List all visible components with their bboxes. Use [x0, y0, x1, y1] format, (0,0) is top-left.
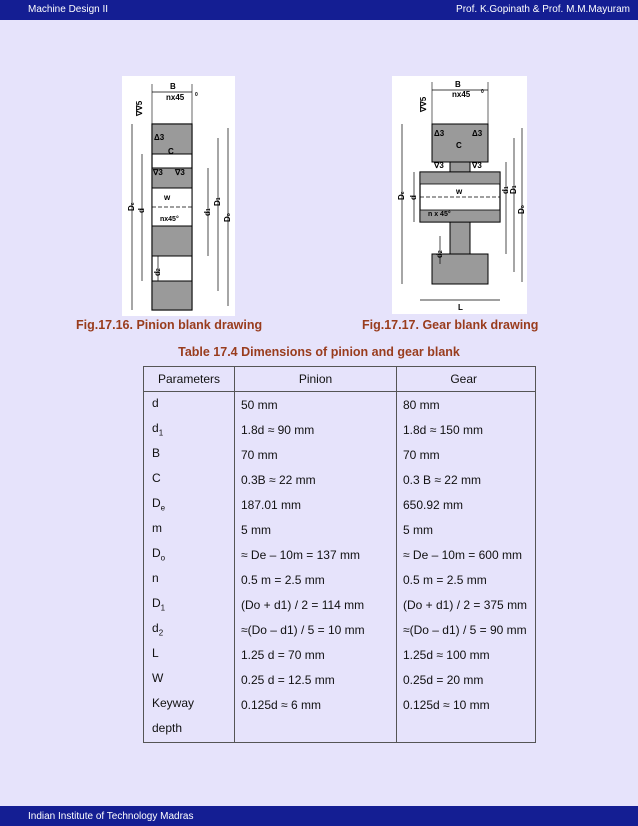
cell-parameter: [144, 492, 235, 517]
pinion-label-nx45b: nx45°: [160, 216, 179, 223]
pinion-label-d: d: [137, 208, 146, 213]
table-row: [144, 542, 536, 567]
parameter-subscript: e: [160, 503, 166, 513]
cell-gear: 0.25d = 20 mm: [397, 667, 536, 692]
cell-pinion: 0.125d ≈ 6 mm: [235, 692, 397, 717]
parameter-symbol: D: [152, 596, 161, 611]
parameter-symbol: L: [152, 646, 159, 661]
gear-blank-drawing: [392, 76, 527, 314]
gear-label-do: Do: [517, 205, 526, 214]
parameter-symbol: W: [152, 671, 164, 686]
cell-parameter: [144, 467, 235, 492]
cell-pinion: 5 mm: [235, 517, 397, 542]
gear-label-w: w: [456, 187, 463, 196]
pinion-label-deg: 0: [195, 92, 198, 98]
gear-label-finish: ∇∇5: [419, 96, 428, 112]
parameter-subscript: 2: [158, 628, 164, 638]
pinion-label-b: B: [170, 82, 176, 91]
parameter-symbol: n: [152, 571, 159, 586]
cell-pinion: 1.8d ≈ 90 mm: [235, 417, 397, 442]
gear-label-de: De: [397, 191, 406, 200]
gear-label-c: C: [456, 141, 462, 150]
page-footer: [0, 806, 638, 826]
gear-label-d3a: Δ3: [434, 129, 445, 138]
header-authors: Prof. K.Gopinath & Prof. M.M.Mayuram: [456, 4, 630, 15]
cell-pinion: [235, 717, 397, 743]
pinion-label-finish: ∇∇5: [135, 100, 144, 116]
parameter-symbol: depth: [152, 721, 183, 736]
cell-gear: 650.92 mm: [397, 492, 536, 517]
parameter-subscript: 1: [160, 603, 166, 613]
cell-gear: 5 mm: [397, 517, 536, 542]
cell-gear: (Do + d1) / 2 = 375 mm: [397, 592, 536, 617]
cell-parameter: [144, 517, 235, 542]
parameter-symbol: B: [152, 446, 161, 461]
cell-pinion: 50 mm: [235, 392, 397, 418]
cell-gear: ≈ De – 10m = 600 mm: [397, 542, 536, 567]
table-row: [144, 617, 536, 642]
table-header-row: [144, 367, 536, 392]
gear-label-d: d: [409, 195, 418, 200]
pinion-label-nx45: nx45: [166, 93, 185, 102]
table-row: [144, 692, 536, 717]
table-row: [144, 667, 536, 692]
pinion-label-w: w: [164, 193, 171, 202]
column-header-pinion: Pinion: [235, 367, 397, 392]
cell-pinion: ≈(Do – d1) / 5 = 10 mm: [235, 617, 397, 642]
cell-gear: 1.25d ≈ 100 mm: [397, 642, 536, 667]
gear-label-v3a: ∇3: [434, 161, 444, 170]
cell-pinion: 70 mm: [235, 442, 397, 467]
cell-gear: 0.125d ≈ 10 mm: [397, 692, 536, 717]
cell-parameter: [144, 717, 235, 743]
pinion-label-d3: Δ3: [154, 133, 165, 142]
table-row: [144, 442, 536, 467]
cell-parameter: [144, 617, 235, 642]
cell-parameter: [144, 442, 235, 467]
cell-parameter: [144, 692, 235, 717]
cell-gear: 1.8d ≈ 150 mm: [397, 417, 536, 442]
table-row: [144, 467, 536, 492]
parameter-symbol: Keyway: [152, 696, 195, 711]
pinion-label-v3a: ∇3: [153, 168, 163, 177]
gear-blank-figure: [392, 76, 527, 314]
gear-label-big-d1: D1: [509, 185, 518, 194]
cell-pinion: 0.25 d = 12.5 mm: [235, 667, 397, 692]
cell-gear: [397, 717, 536, 743]
table-row: [144, 592, 536, 617]
cell-pinion: 1.25 d = 70 mm: [235, 642, 397, 667]
header-course-title: Machine Design II: [28, 4, 109, 15]
parameter-symbol: D: [152, 546, 161, 561]
cell-parameter: [144, 542, 235, 567]
page-header: [0, 0, 638, 20]
dimensions-table: [143, 366, 536, 743]
table-row: [144, 417, 536, 442]
gear-label-nx45b: n x 45°: [428, 211, 451, 218]
cell-pinion: ≈ De – 10m = 137 mm: [235, 542, 397, 567]
pinion-blank-drawing: [122, 76, 235, 316]
gear-label-d1: d1: [501, 186, 510, 194]
column-header-parameters: Parameters: [144, 367, 235, 392]
cell-pinion: 187.01 mm: [235, 492, 397, 517]
cell-parameter: [144, 667, 235, 692]
table-row: [144, 567, 536, 592]
pinion-blank-figure: [122, 76, 235, 316]
gear-label-d2: d2: [435, 250, 444, 258]
parameter-symbol: D: [152, 496, 161, 511]
column-header-gear: Gear: [397, 367, 536, 392]
cell-parameter: [144, 642, 235, 667]
parameter-subscript: 1: [158, 428, 164, 438]
gear-figure-caption: Fig.17.17. Gear blank drawing: [362, 318, 539, 332]
pinion-label-big-d1: D1: [213, 197, 222, 206]
cell-gear: 80 mm: [397, 392, 536, 418]
table-title: Table 17.4 Dimensions of pinion and gear blank: [178, 345, 460, 359]
gear-label-b: B: [455, 80, 461, 89]
cell-parameter: [144, 592, 235, 617]
pinion-label-v3b: ∇3: [175, 168, 185, 177]
table-row: [144, 717, 536, 743]
parameter-symbol: d: [152, 421, 159, 436]
parameter-symbol: d: [152, 621, 159, 636]
cell-gear: 70 mm: [397, 442, 536, 467]
table-row: [144, 492, 536, 517]
table-row: [144, 392, 536, 418]
cell-pinion: 0.3B ≈ 22 mm: [235, 467, 397, 492]
cell-pinion: (Do + d1) / 2 = 114 mm: [235, 592, 397, 617]
parameter-symbol: C: [152, 471, 161, 486]
footer-institute: Indian Institute of Technology Madras: [28, 811, 194, 822]
pinion-figure-caption: Fig.17.16. Pinion blank drawing: [76, 318, 263, 332]
parameter-symbol: m: [152, 521, 162, 536]
cell-gear: 0.5 m = 2.5 mm: [397, 567, 536, 592]
cell-parameter: [144, 392, 235, 418]
table-body: [144, 392, 536, 743]
cell-pinion: 0.5 m = 2.5 mm: [235, 567, 397, 592]
cell-gear: 0.3 B ≈ 22 mm: [397, 467, 536, 492]
pinion-label-do: Do: [223, 213, 232, 222]
pinion-label-de: De: [127, 202, 136, 211]
cell-parameter: [144, 567, 235, 592]
table-row: [144, 642, 536, 667]
gear-label-v3b: ∇3: [472, 161, 482, 170]
cell-parameter: [144, 417, 235, 442]
gear-label-d3b: Δ3: [472, 129, 483, 138]
pinion-label-d1: d1: [203, 208, 212, 216]
parameter-subscript: o: [160, 553, 166, 563]
cell-gear: ≈(Do – d1) / 5 = 90 mm: [397, 617, 536, 642]
parameter-symbol: d: [152, 396, 159, 411]
gear-label-nx45: nx45: [452, 90, 471, 99]
pinion-label-d2: d2: [153, 268, 162, 276]
pinion-label-c: C: [168, 147, 174, 156]
table-row: [144, 517, 536, 542]
gear-label-deg: 0: [481, 89, 484, 95]
gear-label-l: L: [458, 303, 463, 312]
